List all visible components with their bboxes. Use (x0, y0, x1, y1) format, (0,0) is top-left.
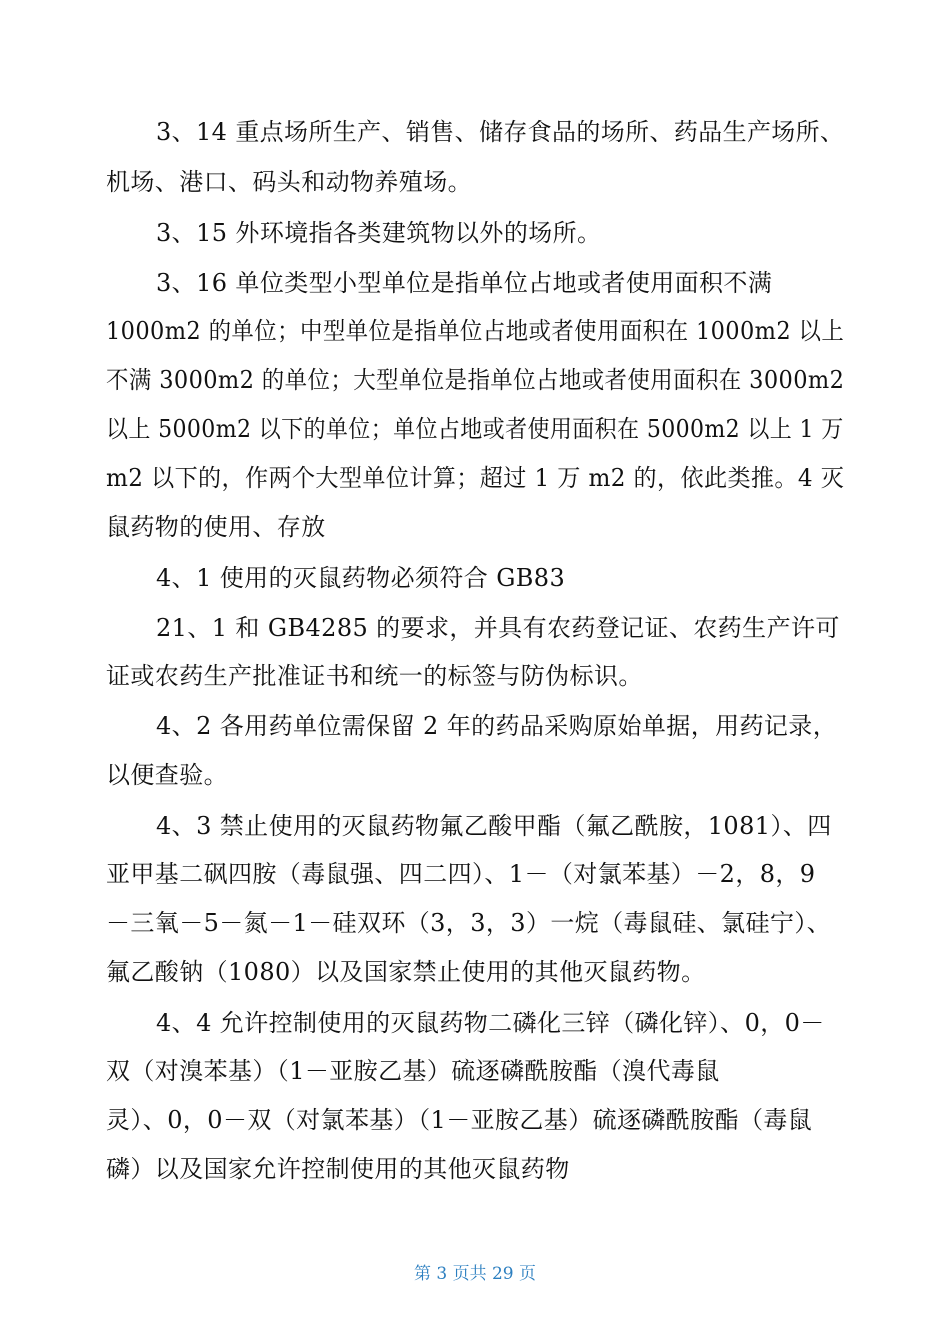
text-line: 氟乙酸钠（1080）以及国家禁止使用的其他灭鼠药物。 (106, 958, 706, 986)
text-line: 双（对溴苯基）（1－亚胺乙基）硫逐磷酰胺酯（溴代毒鼠 (106, 1057, 720, 1085)
text-line: 4、3 禁止使用的灭鼠药物氟乙酸甲酯（氟乙酰胺，1081）、四 (156, 812, 832, 840)
text-line: 灵）、0，0－双（对氯苯基）（1－亚胺乙基）硫逐磷酰胺酯（毒鼠 (106, 1106, 813, 1134)
page-number-footer: 第 3 页共 29 页 (413, 1264, 537, 1284)
text-line: 磷）以及国家允许控制使用的其他灭鼠药物 (106, 1155, 570, 1183)
text-line: 3、15 外环境指各类建筑物以外的场所。 (156, 219, 602, 247)
text-line: 鼠药物的使用、存放 (106, 513, 326, 541)
text-line: 亚甲基二砜四胺（毒鼠强、四二四）、1－（对氯苯基）－2，8，9 (106, 860, 816, 888)
text-line: 证或农药生产批准证书和统一的标签与防伪标识。 (106, 662, 643, 690)
text-line: 机场、港口、码头和动物养殖场。 (106, 168, 472, 196)
text-line: 以上 5000m2 以下的单位；单位占地或者使用面积在 5000m2 以上 1 万 (106, 415, 844, 443)
text-line: 不满 3000m2 的单位；大型单位是指单位占地或者使用面积在 3000m2 (106, 366, 845, 394)
text-line: －三氧－5－氮－1－硅双环（3，3，3）一烷（毒鼠硅、氯硅宁）、 (106, 909, 832, 937)
text-line: 3、16 单位类型小型单位是指单位占地或者使用面积不满 (156, 269, 773, 297)
text-line: 4、2 各用药单位需保留 2 年的药品采购原始单据，用药记录， (156, 712, 838, 740)
text-line: 21、1 和 GB4285 的要求，并具有农药登记证、农药生产许可 (156, 614, 840, 642)
text-line: 1000m2 的单位；中型单位是指单位占地或者使用面积在 1000m2 以上 (106, 317, 845, 345)
text-line: m2 以下的，作两个大型单位计算；超过 1 万 m2 的，依此类推。4 灭 (106, 464, 845, 492)
text-line: 4、4 允许控制使用的灭鼠药物二磷化三锌（磷化锌）、0，0－ (156, 1009, 825, 1037)
text-line: 3、14 重点场所生产、销售、储存食品的场所、药品生产场所、 (156, 118, 845, 146)
text-line: 以便查验。 (106, 761, 228, 789)
text-line: 4、1 使用的灭鼠药物必须符合 GB83 (156, 564, 566, 592)
